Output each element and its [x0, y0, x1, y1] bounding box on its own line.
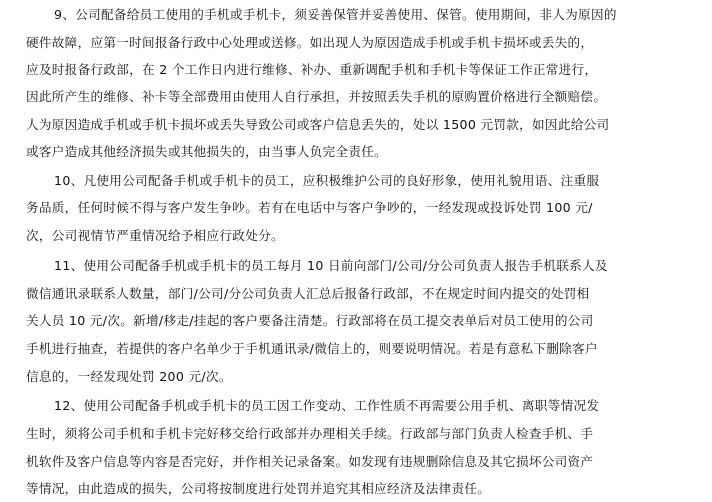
clause-11-text-1: 11、使用公司配备手机或手机卡的员工每月 10 日前向部门/公司/分公司负责人报告手机联系人及	[54, 258, 608, 273]
clause-9-text-6: 或客户造成其他经济损失或其他损失的，由当事人负完全责任。	[26, 144, 388, 159]
clause-9-line-1	[0, 2, 712, 28]
clause-12-text-3: 机软件及客户信息等内容是否完好，并作相关记录备案。如发现有违规删除信息及其它损坏公司资产	[26, 454, 594, 469]
clause-10-line-1	[0, 168, 712, 194]
clause-11-text-2: 微信通讯录联系人数量，部门/公司/分公司负责人汇总后报备行政部，不在规定时间内提交的处罚相	[26, 286, 590, 301]
clause-9-text-2: 硬件故障，应第一时间报备行政中心处理或送修。如出现人为原因造成手机或手机卡损坏或丢失的，	[26, 35, 594, 50]
clause-12-line-3	[0, 449, 712, 475]
clause-9-text-3: 应及时报备行政部，在 2 个工作日内进行维修、补办、重新调配手机和手机卡等保证工作正常进行，	[26, 62, 598, 77]
clause-11-text-5: 信息的，一经发现处罚 200 元/次。	[26, 369, 232, 384]
clause-10-line-2	[0, 195, 712, 221]
clause-10-text-3: 次，公司视情节严重情况给予相应行政处分。	[26, 228, 284, 243]
clause-12-text-4: 等情况，由此造成的损失，公司将按制度进行处罚并追究其相应经济及法律责任。	[26, 481, 491, 496]
clause-10-text-2: 务品质，任何时候不得与客户发生争吵。若有在电话中与客户争吵的，一经发现或投诉处罚 100 元/	[26, 200, 593, 215]
clause-11-line-2	[0, 281, 712, 307]
clause-12-line-1	[0, 393, 712, 419]
clause-9-text-4: 因此所产生的维修、补卡等全部费用由使用人自行承担，并按照丢失手机的原购置价格进行全额赔偿。	[26, 89, 607, 104]
clause-9-line-4	[0, 84, 712, 110]
clause-10-text-1: 10、凡使用公司配备手机或手机卡的员工，应积极维护公司的良好形象，使用礼貌用语、注重服	[54, 173, 600, 188]
clause-11-text-3: 关人员 10 元/次。新增/移走/挂起的客户要备注清楚。行政部将在员工提交表单后对员工使用的公司	[26, 313, 594, 328]
clause-11-text-4: 手机进行抽查，若提供的客户名单少于手机通讯录/微信上的，则要说明情况。若是有意私下删除客户	[26, 341, 598, 356]
clause-12-line-4	[0, 476, 712, 502]
clause-9-line-2	[0, 30, 712, 56]
clause-9-text-5: 人为原因造成手机或手机卡损坏或丢失导致公司或客户信息丢失的，处以 1500 元罚款，如因此给公司	[26, 117, 610, 132]
clause-9-line-6	[0, 139, 712, 165]
clause-12-line-2	[0, 421, 712, 447]
clause-11-line-1	[0, 253, 712, 279]
clause-12-text-1: 12、使用公司配备手机或手机卡的员工因工作变动、工作性质不再需要公用手机、离职等情况发	[54, 398, 600, 413]
clause-9-line-5	[0, 112, 712, 138]
clause-11-line-3	[0, 308, 712, 334]
clause-9-line-3	[0, 57, 712, 83]
clause-11-line-4	[0, 336, 712, 362]
clause-9-text-1: 9、公司配备给员工使用的手机或手机卡，须妥善保管并妥善使用、保管。使用期间，非人为原因的	[54, 7, 617, 22]
clause-11-line-5	[0, 364, 712, 390]
clause-12-text-2: 生时，须将公司手机和手机卡完好移交给行政部并办理相关手续。行政部与部门负责人检查手机、手	[26, 426, 594, 441]
clause-10-line-3	[0, 223, 712, 249]
